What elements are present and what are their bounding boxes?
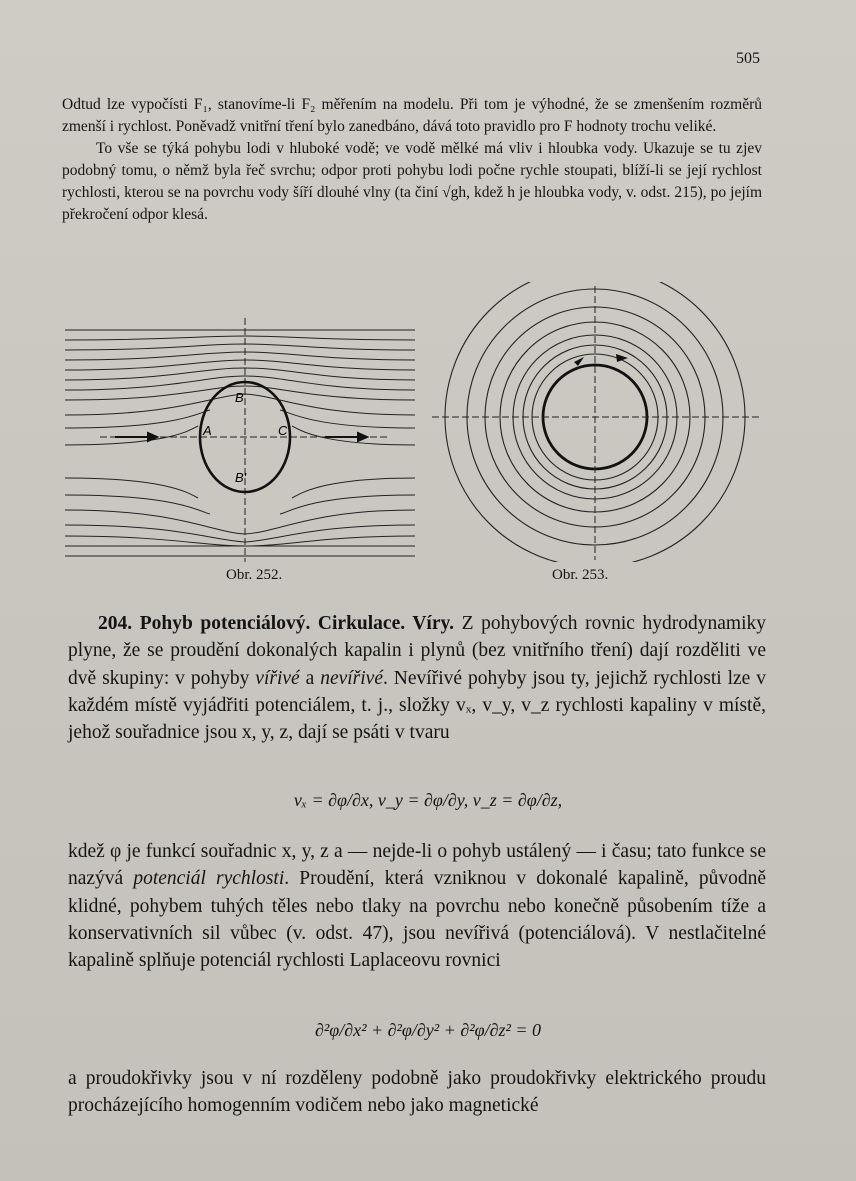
figure-252-streamlines	[60, 300, 440, 562]
section-paragraph-2: kdež φ je funkcí souřadnic x, y, z a — nejde-li o pohyb ustálený — i času; tato funkce se nazývá potenciál rychlosti. Proudění, která vzniknou v dokonalé kapalině, původně klidné, pohybem tuhých těles nebo tlaky na povrchu nebo konečně působením tíže a konservativních sil vůbec (v. odst. 47), jsou nevířivá (potenciálová). V nestlačitelné kapalině splňuje potenciál rychlosti Laplaceovu rovnici	[68, 841, 767, 972]
label-b-top: B	[235, 390, 244, 405]
top-paragraph-2: To vše se týká pohybu lodi v hluboké vodě; ve vodě mělké má vliv i hloubka vody. Ukazuje se tu zjev podobný tomu, o němž byla řeč svrchu; odpor proti pohybu lodi počne rychle stoupati, blíží-li se její rychlost rychlosti, kterou se na povrchu vody šíří dlouhé vlny (ta činí √gh, kdež h je hloubka vody, v. odst. 215), po jejím překročení odpor klesá.	[62, 140, 762, 223]
section-body	[68, 610, 766, 746]
label-c: C	[278, 423, 288, 438]
figure-253-vortex	[420, 282, 780, 562]
top-paragraph-1: Odtud lze vypočísti F₁, stanovíme-li F₂ měřením na modelu. Při tom je výhodné, že se zmenšením rozměrů zmenší i rychlost. Poněvadž vnitřní tření bylo zanedbáno, dává toto pravidlo pro F hodnoty trochu veliké.	[62, 96, 762, 135]
streamlines	[65, 330, 415, 556]
equation-laplace: ∂²φ/∂x² + ∂²φ/∂y² + ∂²φ/∂z² = 0	[314, 1020, 542, 1040]
term-potencial-rychlosti: potenciál rychlosti	[133, 868, 285, 890]
label-a: A	[203, 423, 212, 438]
term-virive: vířivé	[255, 667, 300, 689]
section-paragraph-1: 204. Pohyb potenciálový. Cirkulace. Víry. Z pohybových rovnic hydrodynamiky plyne, že se proudění dokonalých kapalin i plynů (bez vnitřního tření) dají rozděliti ve dvě skupiny: v pohyby vířivé a nevířivé. Nevířivé pohyby jsou ty, jejichž rychlosti lze v každém místě vyjádřiti potenciálem, t. j., složky vₓ, v_y, v_z rychlosti kapaliny v místě, jehož souřadnice jsou x, y, z, dají se psáti v tvaru	[68, 613, 766, 744]
figure-253-caption: Obr. 253.	[552, 567, 609, 583]
label-b-bottom: B'	[235, 470, 247, 485]
section-body-2	[68, 838, 766, 974]
top-text-block	[62, 94, 762, 226]
equation-velocity-components: vₓ = ∂φ/∂x, v_y = ∂φ/∂y, v_z = ∂φ/∂z,	[293, 790, 563, 810]
page-number: 505	[736, 50, 760, 67]
section-paragraph-3: a proudokřivky jsou v ní rozděleny podobně jako proudokřivky elektrického proudu procházejícího homogenním vodičem nebo jako magnetické	[68, 1068, 766, 1117]
figure-252-caption: Obr. 252.	[226, 567, 283, 583]
section-body-3	[68, 1065, 766, 1120]
term-nevirive: nevířivé	[320, 667, 383, 689]
section-heading: 204. Pohyb potenciálový. Cirkulace. Víry.	[98, 613, 455, 634]
